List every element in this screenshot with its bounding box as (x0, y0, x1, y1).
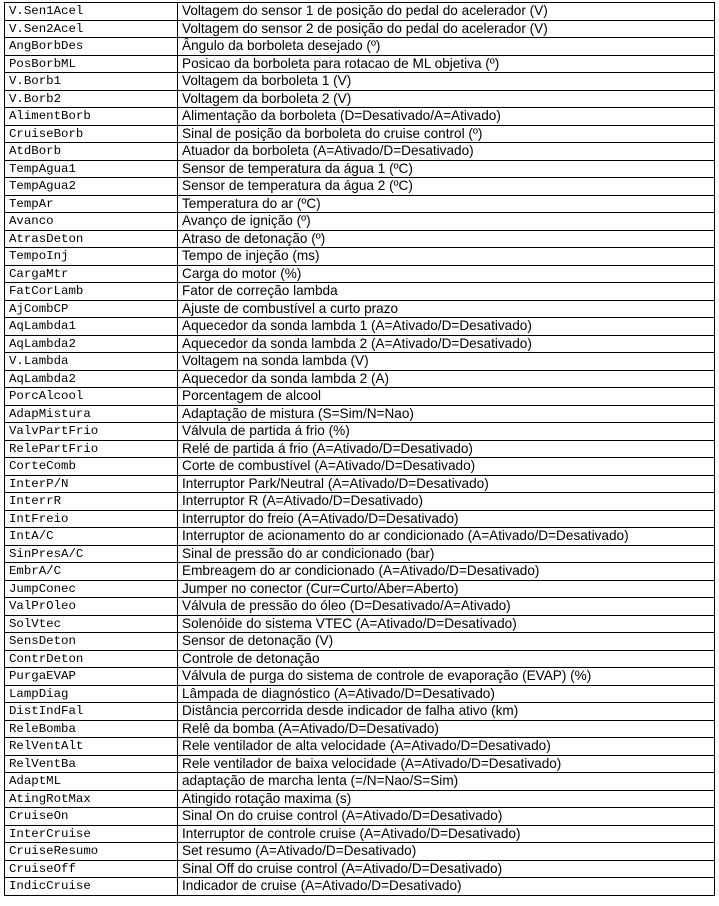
parameter-description: Interruptor de controle cruise (A=Ativado/D=Desativado) (178, 825, 715, 843)
parameter-code: V.Sen1Acel (5, 3, 178, 21)
parameter-code: CruiseOn (5, 808, 178, 826)
table-row (5, 370, 715, 388)
parameter-code: V.Borb2 (5, 90, 178, 108)
table-row (5, 388, 715, 406)
table-row (5, 860, 715, 878)
parameter-code: TempoInj (5, 248, 178, 266)
parameter-code: DistIndFal (5, 703, 178, 721)
parameter-code: AtdBorb (5, 143, 178, 161)
parameter-code: IntFreio (5, 510, 178, 528)
parameter-code: AtingRotMax (5, 790, 178, 808)
parameter-code: EmbrA/C (5, 563, 178, 581)
parameter-code: InterrR (5, 493, 178, 511)
parameter-code: CargaMtr (5, 265, 178, 283)
table-row (5, 510, 715, 528)
parameter-description: Corte de combustível (A=Ativado/D=Desativado) (178, 458, 715, 476)
table-row (5, 73, 715, 91)
parameter-description: Sinal de pressão do ar condicionado (bar) (178, 545, 715, 563)
table-row (5, 685, 715, 703)
parameter-code: JumpConec (5, 580, 178, 598)
parameter-code: V.Sen2Acel (5, 20, 178, 38)
table-row (5, 458, 715, 476)
table-row (5, 843, 715, 861)
parameter-description: Voltagem do sensor 1 de posição do pedal do acelerador (V) (178, 3, 715, 21)
parameter-description: Lâmpada de diagnóstico (A=Ativado/D=Desativado) (178, 685, 715, 703)
table-row (5, 248, 715, 266)
parameter-description: adaptação de marcha lenta (=/N=Nao/S=Sim) (178, 773, 715, 791)
parameter-description: Carga do motor (%) (178, 265, 715, 283)
parameter-code: SinPresA/C (5, 545, 178, 563)
parameter-code: CorteComb (5, 458, 178, 476)
parameter-description: Válvula de pressão do óleo (D=Desativado/A=Ativado) (178, 598, 715, 616)
parameter-description: Fator de correção lambda (178, 283, 715, 301)
parameter-code: IndicCruise (5, 878, 178, 896)
parameter-description: Interruptor R (A=Ativado/D=Desativado) (178, 493, 715, 511)
parameter-code: TempAgua1 (5, 160, 178, 178)
parameter-description: Rele ventilador de alta velocidade (A=Ativado/D=Desativado) (178, 738, 715, 756)
parameter-description: Tempo de injeção (ms) (178, 248, 715, 266)
parameter-description: Sinal de posição da borboleta do cruise control (º) (178, 125, 715, 143)
parameter-description: Válvula de partida á frio (%) (178, 423, 715, 441)
table-row (5, 353, 715, 371)
table-row (5, 335, 715, 353)
parameter-description: Interruptor do freio (A=Ativado/D=Desativado) (178, 510, 715, 528)
table-row (5, 720, 715, 738)
table-row (5, 143, 715, 161)
table-row (5, 160, 715, 178)
table-row (5, 178, 715, 196)
parameter-description: Avanço de ignição (º) (178, 213, 715, 231)
table-row (5, 825, 715, 843)
table-row (5, 808, 715, 826)
parameter-code: AdapMistura (5, 405, 178, 423)
parameter-description: Sinal On do cruise control (A=Ativado/D=Desativado) (178, 808, 715, 826)
table-row (5, 563, 715, 581)
table-row (5, 108, 715, 126)
parameter-description: Temperatura do ar (ºC) (178, 195, 715, 213)
parameter-code: TempAr (5, 195, 178, 213)
table-row (5, 125, 715, 143)
parameter-code: ContrDeton (5, 650, 178, 668)
parameter-code: InterCruise (5, 825, 178, 843)
parameter-description: Aquecedor da sonda lambda 2 (A) (178, 370, 715, 388)
parameter-description: Válvula de purga do sistema de controle de evaporação (EVAP) (%) (178, 668, 715, 686)
parameter-description: Interruptor de acionamento do ar condicionado (A=Ativado/D=Desativado) (178, 528, 715, 546)
table-row (5, 528, 715, 546)
parameter-description: Atraso de detonação (º) (178, 230, 715, 248)
table-row (5, 283, 715, 301)
parameter-description: Sensor de temperatura da água 1 (ºC) (178, 160, 715, 178)
parameter-description: Adaptação de mistura (S=Sim/N=Nao) (178, 405, 715, 423)
table-row (5, 3, 715, 21)
parameter-table (4, 2, 715, 896)
table-row (5, 633, 715, 651)
parameter-code: LampDiag (5, 685, 178, 703)
parameter-code: AjCombCP (5, 300, 178, 318)
parameter-code: AlimentBorb (5, 108, 178, 126)
table-row (5, 475, 715, 493)
table-row (5, 755, 715, 773)
parameter-description: Controle de detonação (178, 650, 715, 668)
table-row (5, 668, 715, 686)
table-row (5, 790, 715, 808)
parameter-code: InterP/N (5, 475, 178, 493)
parameter-code: ValPrOleo (5, 598, 178, 616)
parameter-code: ValvPartFrio (5, 423, 178, 441)
parameter-description: Aquecedor da sonda lambda 2 (A=Ativado/D=Desativado) (178, 335, 715, 353)
parameter-description: Voltagem do sensor 2 de posição do pedal do acelerador (V) (178, 20, 715, 38)
parameter-description: Solenóide do sistema VTEC (A=Ativado/D=Desativado) (178, 615, 715, 633)
parameter-code: V.Lambda (5, 353, 178, 371)
parameter-description: Embreagem do ar condicionado (A=Ativado/D=Desativado) (178, 563, 715, 581)
table-row (5, 405, 715, 423)
parameter-code: ReleBomba (5, 720, 178, 738)
parameter-description: Distância percorrida desde indicador de falha ativo (km) (178, 703, 715, 721)
parameter-description: Atingido rotação maxima (s) (178, 790, 715, 808)
parameter-description: Ângulo da borboleta desejado (º) (178, 38, 715, 56)
table-row (5, 213, 715, 231)
parameter-description: Alimentação da borboleta (D=Desativado/A=Ativado) (178, 108, 715, 126)
parameter-description: Sinal Off do cruise control (A=Ativado/D=Desativado) (178, 860, 715, 878)
table-row (5, 195, 715, 213)
parameter-code: CruiseBorb (5, 125, 178, 143)
parameter-description: Porcentagem de alcool (178, 388, 715, 406)
table-row (5, 493, 715, 511)
parameter-description: Rele ventilador de baixa velocidade (A=Ativado/D=Desativado) (178, 755, 715, 773)
table-row (5, 615, 715, 633)
parameter-code: RelVentBa (5, 755, 178, 773)
parameter-code: AngBorbDes (5, 38, 178, 56)
parameter-description: Aquecedor da sonda lambda 1 (A=Ativado/D=Desativado) (178, 318, 715, 336)
parameter-code: FatCorLamb (5, 283, 178, 301)
table-row (5, 738, 715, 756)
parameter-description: Sensor de detonação (V) (178, 633, 715, 651)
parameter-code: AqLambda2 (5, 335, 178, 353)
parameter-description: Atuador da borboleta (A=Ativado/D=Desativado) (178, 143, 715, 161)
parameter-code: RelePartFrio (5, 440, 178, 458)
parameter-code: AdaptML (5, 773, 178, 791)
parameter-description: Interruptor Park/Neutral (A=Ativado/D=Desativado) (178, 475, 715, 493)
parameter-table-body (5, 3, 715, 896)
parameter-code: Avanco (5, 213, 178, 231)
parameter-code: TempAgua2 (5, 178, 178, 196)
table-row (5, 580, 715, 598)
parameter-code: PosBorbML (5, 55, 178, 73)
parameter-code: RelVentAlt (5, 738, 178, 756)
parameter-code: SensDeton (5, 633, 178, 651)
table-row (5, 878, 715, 896)
table-row (5, 265, 715, 283)
parameter-description: Set resumo (A=Ativado/D=Desativado) (178, 843, 715, 861)
parameter-description: Voltagem da borboleta 1 (V) (178, 73, 715, 91)
parameter-description: Indicador de cruise (A=Ativado/D=Desativado) (178, 878, 715, 896)
table-row (5, 318, 715, 336)
table-row (5, 703, 715, 721)
table-row (5, 90, 715, 108)
table-row (5, 440, 715, 458)
parameter-code: CruiseOff (5, 860, 178, 878)
table-row (5, 650, 715, 668)
parameter-code: IntA/C (5, 528, 178, 546)
parameter-code: V.Borb1 (5, 73, 178, 91)
table-row (5, 230, 715, 248)
table-row (5, 423, 715, 441)
parameter-description: Voltagem da borboleta 2 (V) (178, 90, 715, 108)
parameter-description: Relê da bomba (A=Ativado/D=Desativado) (178, 720, 715, 738)
table-row (5, 38, 715, 56)
table-row (5, 545, 715, 563)
parameter-code: PurgaEVAP (5, 668, 178, 686)
parameter-code: AqLambda1 (5, 318, 178, 336)
parameter-code: AtrasDeton (5, 230, 178, 248)
parameter-description: Ajuste de combustível a curto prazo (178, 300, 715, 318)
table-row (5, 773, 715, 791)
parameter-code: PorcAlcool (5, 388, 178, 406)
table-row (5, 20, 715, 38)
parameter-description: Relé de partida á frio (A=Ativado/D=Desativado) (178, 440, 715, 458)
table-row (5, 300, 715, 318)
parameter-code: SolVtec (5, 615, 178, 633)
table-row (5, 598, 715, 616)
parameter-description: Sensor de temperatura da água 2 (ºC) (178, 178, 715, 196)
table-row (5, 55, 715, 73)
parameter-description: Posicao da borboleta para rotacao de ML objetiva (º) (178, 55, 715, 73)
parameter-code: CruiseResumo (5, 843, 178, 861)
parameter-code: AqLambda2 (5, 370, 178, 388)
parameter-description: Jumper no conector (Cur=Curto/Aber=Aberto) (178, 580, 715, 598)
parameter-description: Voltagem na sonda lambda (V) (178, 353, 715, 371)
